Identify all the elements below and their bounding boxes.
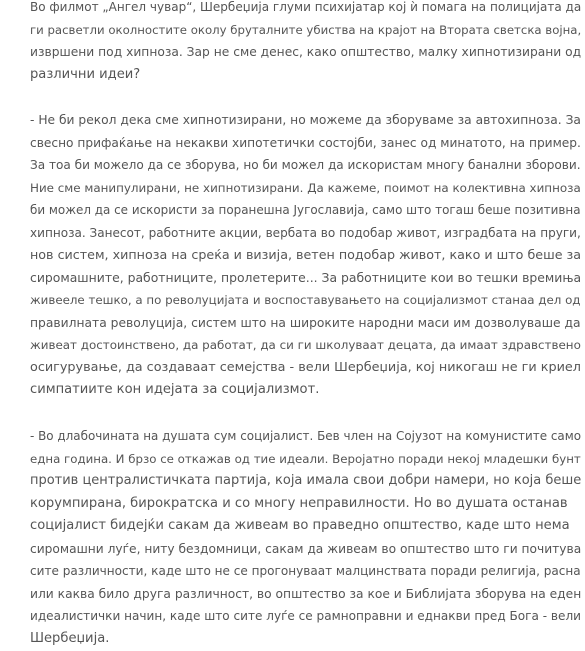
text-line: Ние сме манипулирани, не хипнотизирани. Да кажеме, поимот на колективна хипноза [30,180,581,195]
text-line: сиромашни луѓе, ниту бездомници, сакам да живеам во општество што ги почитува [30,541,582,556]
text-line: корумпирана, бирократска и со многу неправилности. Но во душата останав [30,495,568,511]
text-line: - Не би рекол дека сме хипнотизирани, но можеме да зборуваме за автохипноза. За [30,113,581,127]
text-line: хипноза. Занесот, работните акции, вербата во подобар живот, изградбата на пруги, [30,225,581,240]
text-line: живеат достоинствено, да работат, да си ги школуваат децата, да имаат здравствено [30,338,581,352]
text-line: Во филмот „Ангел чувар“, Шербеџија глуми психијатар кој ѝ помага на полицијата да [30,0,582,14]
text-line: ги расветли околностите околу бруталните убиства на крајот на Втората светска војна, [30,22,582,37]
text-line: сиромашните, работниците, пролетерите... За работниците кои во тешки времиња [30,269,582,285]
paragraph-answer-1 [30,109,581,402]
text-line: една година. И брзо се откажав од тие идеали. Веројатно поради некој младешки бунт [30,451,581,466]
text-line: сите различности, каде што не се прогонуваат малцинствата поради религија, расна [30,564,581,578]
text-line: осигурување, да создаваат семејства - вели Шербеџија, кој никогаш не ги криел [30,359,581,375]
text-line: против централистичката партија, која имала свои добри намери, но која беше [30,473,582,488]
text-line: извршени под хипноза. Зар не сме денес, како општество, малку хипнотизирани од [30,45,582,59]
text-line: симпатиите кон идејата за социјализмот. [30,382,320,397]
text-line: За тоа би можело да се зборува, но би можел да искористам многу банални зборови. [30,158,581,172]
text-line: живееле тешко, а по револуцијата и воспоставувањето на социјализмот станаа дел од [30,293,581,307]
text-line: идеалистички начин, каде што сите луѓе се рамноправни и еднакви пред Бога - вели [30,609,581,623]
text-line: би можел да се искористи за поранешна Југославија, само што тогаш беше позитивна [30,203,581,217]
text-line: свесно прифаќање на некакви хипотетички состојби, занес од минатото, на пример. [30,135,581,150]
paragraph-answer-2 [30,425,581,650]
text-line: правилната револуција, систем што на широките народни маси им дозволуваше да [30,315,581,330]
text-line: социјалист бидејќи сакам да живеам во праведно општество, каде што нема [30,518,570,533]
text-line: нов систем, хипноза на среќа и визија, ветен подобар живот, како и што беше за [30,247,582,262]
text-line: или каква било друга различност, во општество за кое и Библијата зборува на еден [30,586,582,601]
text-line: Шербеџија. [30,630,110,646]
paragraph-question [30,0,581,86]
text-line: различни идеи? [30,66,141,82]
text-line: - Во длабочината на душата сум социјалист. Бев член на Сојузот на комунистите само [30,429,582,443]
